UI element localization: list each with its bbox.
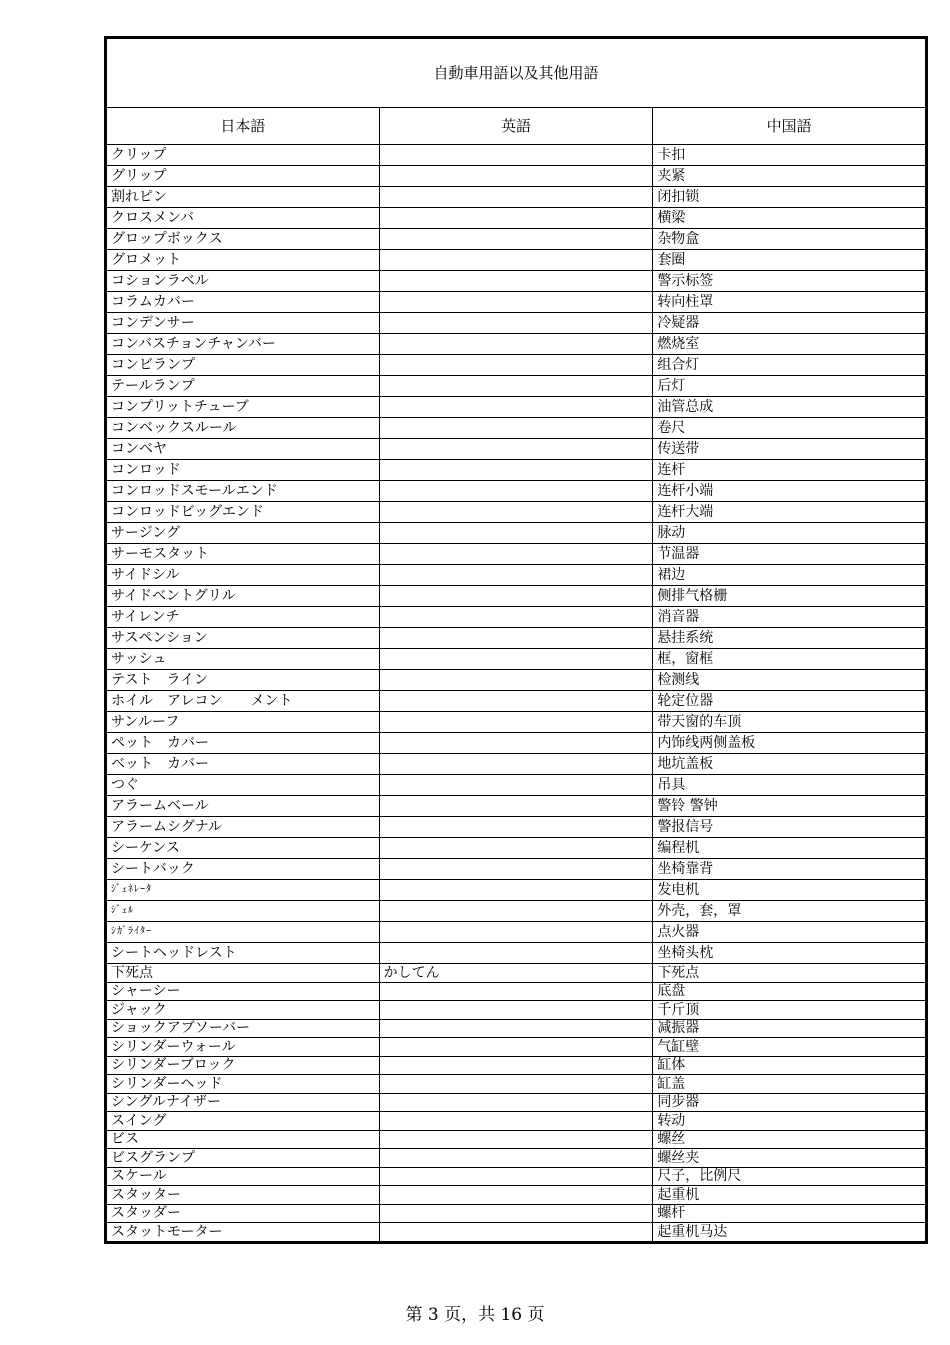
cell-chinese: 螺杆 bbox=[653, 1204, 927, 1223]
cell-english bbox=[379, 754, 653, 775]
cell-japanese: コンロッドビッグエンド bbox=[106, 502, 380, 523]
cell-japanese: ｼﾞｪﾙ bbox=[106, 901, 380, 922]
cell-english bbox=[379, 859, 653, 880]
cell-chinese: 转向柱罩 bbox=[653, 292, 927, 313]
table-row bbox=[106, 523, 927, 544]
cell-japanese: スケール bbox=[106, 1167, 380, 1186]
table-row bbox=[106, 628, 927, 649]
cell-chinese: 吊具 bbox=[653, 775, 927, 796]
table-row bbox=[106, 481, 927, 502]
cell-english bbox=[379, 376, 653, 397]
cell-english bbox=[379, 901, 653, 922]
cell-chinese: 闭扣锁 bbox=[653, 187, 927, 208]
cell-japanese: コンベックスルール bbox=[106, 418, 380, 439]
cell-english bbox=[379, 1186, 653, 1205]
table-row bbox=[106, 838, 927, 859]
cell-chinese: 检测线 bbox=[653, 670, 927, 691]
cell-japanese: ｼﾞｪﾈﾚｰﾀ bbox=[106, 880, 380, 901]
table-row bbox=[106, 859, 927, 880]
cell-english bbox=[379, 733, 653, 754]
cell-english bbox=[379, 1167, 653, 1186]
cell-english bbox=[379, 670, 653, 691]
cell-japanese: 下死点 bbox=[106, 964, 380, 983]
table-row bbox=[106, 271, 927, 292]
cell-chinese: 警报信号 bbox=[653, 817, 927, 838]
cell-english bbox=[379, 628, 653, 649]
cell-japanese: つぐ bbox=[106, 775, 380, 796]
cell-chinese: 组合灯 bbox=[653, 355, 927, 376]
cell-japanese: コンベヤ bbox=[106, 439, 380, 460]
table-row bbox=[106, 691, 927, 712]
table-row bbox=[106, 796, 927, 817]
title-row bbox=[106, 38, 927, 108]
cell-chinese: 转动 bbox=[653, 1112, 927, 1131]
cell-chinese: 脉动 bbox=[653, 523, 927, 544]
cell-english bbox=[379, 250, 653, 271]
cell-chinese: 警示标签 bbox=[653, 271, 927, 292]
table-row bbox=[106, 649, 927, 670]
cell-chinese: 节温器 bbox=[653, 544, 927, 565]
cell-english bbox=[379, 1019, 653, 1038]
table-row bbox=[106, 1056, 927, 1075]
cell-japanese: コションラベル bbox=[106, 271, 380, 292]
header-english: 英語 bbox=[379, 108, 653, 145]
cell-english bbox=[379, 796, 653, 817]
table-row bbox=[106, 1186, 927, 1205]
cell-japanese: ビスグランプ bbox=[106, 1149, 380, 1168]
cell-japanese: コンロッドスモールエンド bbox=[106, 481, 380, 502]
table-row bbox=[106, 1038, 927, 1057]
cell-chinese: 起重机 bbox=[653, 1186, 927, 1205]
cell-japanese: テールランプ bbox=[106, 376, 380, 397]
cell-chinese: 编程机 bbox=[653, 838, 927, 859]
cell-chinese: 尺子，比例尺 bbox=[653, 1167, 927, 1186]
cell-english bbox=[379, 1038, 653, 1057]
table-row bbox=[106, 460, 927, 481]
cell-japanese: アラームベール bbox=[106, 796, 380, 817]
cell-japanese: クリップ bbox=[106, 145, 380, 166]
cell-english bbox=[379, 982, 653, 1001]
cell-english bbox=[379, 712, 653, 733]
cell-japanese: ビス bbox=[106, 1130, 380, 1149]
table-row bbox=[106, 334, 927, 355]
cell-japanese: グロメット bbox=[106, 250, 380, 271]
table-row bbox=[106, 565, 927, 586]
cell-english bbox=[379, 1112, 653, 1131]
table-row bbox=[106, 733, 927, 754]
cell-english bbox=[379, 1075, 653, 1094]
cell-english bbox=[379, 481, 653, 502]
cell-chinese: 发电机 bbox=[653, 880, 927, 901]
cell-japanese: サイレンチ bbox=[106, 607, 380, 628]
cell-japanese: スタッダー bbox=[106, 1204, 380, 1223]
cell-chinese: 缸体 bbox=[653, 1056, 927, 1075]
table-row bbox=[106, 754, 927, 775]
cell-chinese: 裙边 bbox=[653, 565, 927, 586]
table-row bbox=[106, 1167, 927, 1186]
cell-english bbox=[379, 1130, 653, 1149]
table-row bbox=[106, 880, 927, 901]
table-row bbox=[106, 943, 927, 964]
cell-chinese: 后灯 bbox=[653, 376, 927, 397]
cell-english bbox=[379, 397, 653, 418]
cell-english bbox=[379, 208, 653, 229]
cell-chinese: 悬挂系统 bbox=[653, 628, 927, 649]
cell-japanese: ｼｶﾞﾗｲﾀｰ bbox=[106, 922, 380, 943]
table-row bbox=[106, 439, 927, 460]
cell-japanese: コンプリットチューブ bbox=[106, 397, 380, 418]
cell-english bbox=[379, 523, 653, 544]
cell-english bbox=[379, 187, 653, 208]
cell-english bbox=[379, 775, 653, 796]
cell-chinese: 油管总成 bbox=[653, 397, 927, 418]
table-row bbox=[106, 901, 927, 922]
cell-english bbox=[379, 166, 653, 187]
cell-english bbox=[379, 607, 653, 628]
cell-chinese: 夹紧 bbox=[653, 166, 927, 187]
cell-japanese: スイング bbox=[106, 1112, 380, 1131]
cell-chinese: 连杆 bbox=[653, 460, 927, 481]
cell-chinese: 带天窗的车顶 bbox=[653, 712, 927, 733]
table-row bbox=[106, 712, 927, 733]
table-row bbox=[106, 187, 927, 208]
cell-japanese: グロップボックス bbox=[106, 229, 380, 250]
table-row bbox=[106, 1001, 927, 1020]
cell-japanese: サイドベントグリル bbox=[106, 586, 380, 607]
cell-english bbox=[379, 292, 653, 313]
cell-english bbox=[379, 313, 653, 334]
cell-chinese: 连杆小端 bbox=[653, 481, 927, 502]
cell-chinese: 同步器 bbox=[653, 1093, 927, 1112]
cell-english bbox=[379, 544, 653, 565]
cell-chinese: 消音器 bbox=[653, 607, 927, 628]
table-row bbox=[106, 208, 927, 229]
table-row bbox=[106, 376, 927, 397]
table-row bbox=[106, 544, 927, 565]
cell-japanese: シーケンス bbox=[106, 838, 380, 859]
cell-chinese: 外壳，套，罩 bbox=[653, 901, 927, 922]
cell-chinese: 坐椅靠背 bbox=[653, 859, 927, 880]
cell-english bbox=[379, 922, 653, 943]
cell-japanese: 割れピン bbox=[106, 187, 380, 208]
cell-english bbox=[379, 1204, 653, 1223]
cell-japanese: コラムカバー bbox=[106, 292, 380, 313]
cell-english bbox=[379, 502, 653, 523]
table-row bbox=[106, 166, 927, 187]
cell-japanese: シャーシー bbox=[106, 982, 380, 1001]
table-row bbox=[106, 229, 927, 250]
cell-chinese: 横梁 bbox=[653, 208, 927, 229]
cell-chinese: 传送带 bbox=[653, 439, 927, 460]
cell-japanese: シリンダーヘッド bbox=[106, 1075, 380, 1094]
cell-chinese: 卷尺 bbox=[653, 418, 927, 439]
cell-japanese: サーモスタット bbox=[106, 544, 380, 565]
cell-english bbox=[379, 334, 653, 355]
cell-chinese: 坐椅头枕 bbox=[653, 943, 927, 964]
cell-english bbox=[379, 565, 653, 586]
cell-english bbox=[379, 355, 653, 376]
table-row bbox=[106, 775, 927, 796]
cell-chinese: 侧排气格栅 bbox=[653, 586, 927, 607]
cell-japanese: シリンダーブロック bbox=[106, 1056, 380, 1075]
table-row bbox=[106, 922, 927, 943]
cell-english bbox=[379, 1093, 653, 1112]
cell-english bbox=[379, 439, 653, 460]
cell-chinese: 点火器 bbox=[653, 922, 927, 943]
cell-japanese: グリップ bbox=[106, 166, 380, 187]
cell-chinese: 下死点 bbox=[653, 964, 927, 983]
cell-english bbox=[379, 1149, 653, 1168]
cell-japanese: シートヘッドレスト bbox=[106, 943, 380, 964]
table-row bbox=[106, 817, 927, 838]
cell-japanese: ジャック bbox=[106, 1001, 380, 1020]
cell-chinese: 卡扣 bbox=[653, 145, 927, 166]
cell-japanese: シリンダーウォール bbox=[106, 1038, 380, 1057]
cell-chinese: 起重机马达 bbox=[653, 1223, 927, 1243]
cell-japanese: スタットモーター bbox=[106, 1223, 380, 1243]
table-row bbox=[106, 1130, 927, 1149]
cell-japanese: テスト ライン bbox=[106, 670, 380, 691]
cell-english bbox=[379, 649, 653, 670]
table-row bbox=[106, 1075, 927, 1094]
glossary-table bbox=[104, 36, 928, 1244]
cell-japanese: コンバスチョンチャンバー bbox=[106, 334, 380, 355]
table-row bbox=[106, 1112, 927, 1131]
cell-japanese: コンロッド bbox=[106, 460, 380, 481]
table-row bbox=[106, 1093, 927, 1112]
table-row bbox=[106, 250, 927, 271]
table-title: 自動車用語以及其他用語 bbox=[106, 38, 927, 108]
cell-english bbox=[379, 1223, 653, 1243]
cell-english bbox=[379, 817, 653, 838]
table-row bbox=[106, 355, 927, 376]
table-row bbox=[106, 502, 927, 523]
cell-chinese: 气缸壁 bbox=[653, 1038, 927, 1057]
cell-japanese: スタッター bbox=[106, 1186, 380, 1205]
cell-chinese: 内饰线两侧盖板 bbox=[653, 733, 927, 754]
cell-english bbox=[379, 586, 653, 607]
cell-japanese: サンルーフ bbox=[106, 712, 380, 733]
cell-chinese: 警铃 警钟 bbox=[653, 796, 927, 817]
cell-chinese: 套圈 bbox=[653, 250, 927, 271]
cell-chinese: 冷疑器 bbox=[653, 313, 927, 334]
cell-japanese: サージング bbox=[106, 523, 380, 544]
cell-japanese: ベット カバー bbox=[106, 754, 380, 775]
table-row bbox=[106, 292, 927, 313]
cell-japanese: アラームシグナル bbox=[106, 817, 380, 838]
cell-japanese: ショックアブソーバー bbox=[106, 1019, 380, 1038]
cell-japanese: シングルナイザー bbox=[106, 1093, 380, 1112]
cell-japanese: クロスメンバ bbox=[106, 208, 380, 229]
cell-chinese: 杂物盒 bbox=[653, 229, 927, 250]
header-japanese: 日本語 bbox=[106, 108, 380, 145]
cell-english bbox=[379, 460, 653, 481]
cell-chinese: 底盘 bbox=[653, 982, 927, 1001]
header-chinese: 中国語 bbox=[653, 108, 927, 145]
header-row bbox=[106, 108, 927, 145]
table-row bbox=[106, 1149, 927, 1168]
cell-chinese: 地坑盖板 bbox=[653, 754, 927, 775]
cell-japanese: サスペンション bbox=[106, 628, 380, 649]
table-row bbox=[106, 1223, 927, 1243]
cell-japanese: コンデンサー bbox=[106, 313, 380, 334]
cell-chinese: 螺丝 bbox=[653, 1130, 927, 1149]
cell-english bbox=[379, 838, 653, 859]
cell-english bbox=[379, 691, 653, 712]
cell-chinese: 轮定位器 bbox=[653, 691, 927, 712]
table-row bbox=[106, 1204, 927, 1223]
cell-chinese: 减振器 bbox=[653, 1019, 927, 1038]
table-row bbox=[106, 397, 927, 418]
cell-japanese: コンビランプ bbox=[106, 355, 380, 376]
cell-english bbox=[379, 880, 653, 901]
cell-japanese: ホイル アレコン メント bbox=[106, 691, 380, 712]
cell-english bbox=[379, 943, 653, 964]
cell-chinese: 框，窗框 bbox=[653, 649, 927, 670]
cell-english bbox=[379, 229, 653, 250]
table-row bbox=[106, 418, 927, 439]
cell-english bbox=[379, 271, 653, 292]
table-row bbox=[106, 982, 927, 1001]
table-row bbox=[106, 607, 927, 628]
cell-english: かしてん bbox=[379, 964, 653, 983]
table-row bbox=[106, 670, 927, 691]
cell-english bbox=[379, 145, 653, 166]
cell-chinese: 燃烧室 bbox=[653, 334, 927, 355]
cell-japanese: サイドシル bbox=[106, 565, 380, 586]
table-row bbox=[106, 145, 927, 166]
cell-chinese: 千斤顶 bbox=[653, 1001, 927, 1020]
cell-english bbox=[379, 1056, 653, 1075]
table-row bbox=[106, 964, 927, 983]
cell-japanese: シートバック bbox=[106, 859, 380, 880]
cell-chinese: 缸盖 bbox=[653, 1075, 927, 1094]
table-row bbox=[106, 313, 927, 334]
cell-english bbox=[379, 1001, 653, 1020]
cell-japanese: ペット カバー bbox=[106, 733, 380, 754]
table-row bbox=[106, 1019, 927, 1038]
cell-english bbox=[379, 418, 653, 439]
cell-japanese: サッシュ bbox=[106, 649, 380, 670]
cell-chinese: 连杆大端 bbox=[653, 502, 927, 523]
cell-chinese: 螺丝夹 bbox=[653, 1149, 927, 1168]
table-row bbox=[106, 586, 927, 607]
page-footer: 第 3 页，共 16 页 bbox=[405, 1305, 545, 1325]
